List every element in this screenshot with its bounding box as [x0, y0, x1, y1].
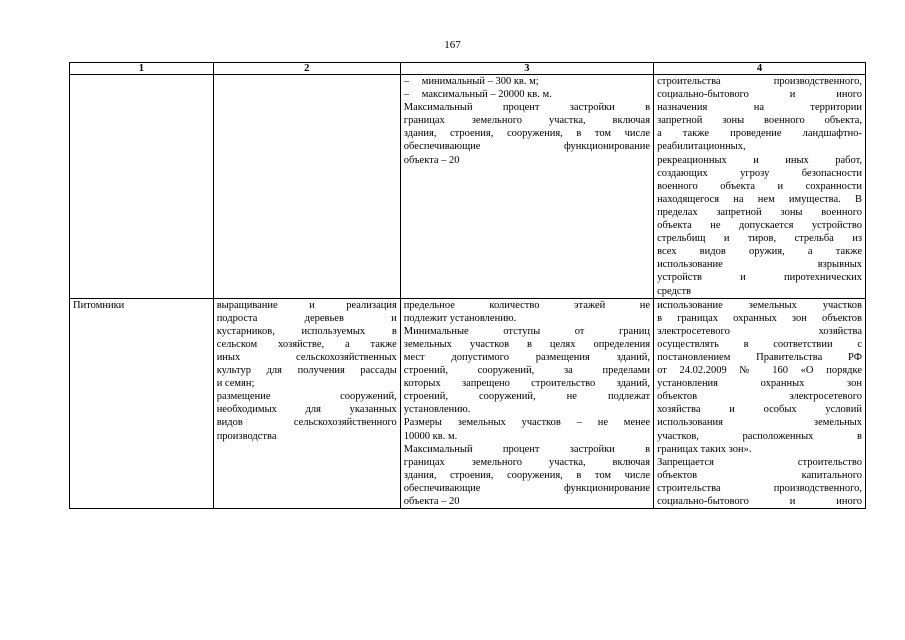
text-line: рекреационных и иных работ,	[657, 154, 862, 166]
text-block	[217, 299, 397, 443]
text-line: Максимальный процент застройки в	[403, 443, 651, 455]
text-line: объектов капитального	[657, 469, 862, 481]
text-line: создающих угрозу безопасности	[657, 167, 862, 179]
text-line: границах земельного участка, включая	[403, 456, 651, 468]
row1-col3-cell	[400, 75, 653, 299]
text-line: производства	[216, 430, 277, 442]
text-line: стрельбищ и тиров, стрельба из	[657, 233, 862, 245]
text-line: границах земельного участка, включая	[403, 115, 651, 127]
text-line: назначения на территории	[657, 102, 862, 114]
text-line: необходимых для указанных	[216, 404, 397, 416]
text-line: предельное количество этажей не	[403, 299, 651, 311]
text-line: использование земельных участков	[657, 299, 862, 311]
text-line: установлению.	[403, 404, 471, 416]
text-line: запретной зоны военного объекта,	[657, 115, 862, 127]
text-line: земельных участков в целях определения	[403, 338, 651, 350]
text-line: строительства производственного,	[657, 76, 862, 87]
text-line: объекта – 20	[403, 496, 460, 507]
text-line: мест допустимого размещения зданий,	[403, 351, 651, 363]
text-block	[404, 299, 650, 509]
table-row	[70, 298, 866, 509]
header-cell-3: 3	[400, 63, 653, 75]
text-line: культур для получения рассады	[216, 365, 397, 377]
text-block	[657, 75, 862, 298]
text-line: подлежит установлению.	[403, 312, 517, 324]
text-line: хозяйства и особых условий	[657, 404, 862, 416]
text-line: использование взрывных	[657, 259, 862, 271]
text-line: объекта не допускается устройство	[657, 220, 862, 232]
text-line: кустарников, используемых в	[216, 325, 397, 337]
text-line: а также проведение ландшафтно-	[657, 128, 862, 140]
text-line: здания, строения, сооружения, в том числе	[403, 469, 651, 481]
text-block	[657, 299, 862, 509]
text-line: строительства производственного,	[657, 482, 862, 494]
text-line: устройств и пиротехнических	[657, 272, 862, 284]
text-line: установления охранных зон	[657, 378, 862, 390]
text-line: обеспечивающие функционирование	[403, 141, 651, 153]
zoning-table	[69, 62, 866, 509]
text-line: Максимальный процент застройки в	[403, 102, 651, 114]
text-line: социально-бытового и иного	[657, 496, 862, 507]
text-line: находящегося на нем имущества. В	[657, 193, 862, 205]
text-line: строений, сооружений, не подлежат	[403, 391, 651, 403]
text-line: обеспечивающие функционирование	[403, 482, 651, 494]
text-line: средств	[657, 285, 692, 297]
row2-col4-cell	[654, 298, 866, 509]
dash-item: – максимальный – 20000 кв. м.	[403, 89, 552, 101]
text-line: 10000 кв. м.	[403, 430, 458, 442]
text-line: и семян;	[216, 378, 255, 390]
row2-col3-cell	[400, 298, 653, 509]
header-cell-4: 4	[654, 63, 866, 75]
text-line: военного объекта и сохранности	[657, 180, 862, 192]
page-number: 167	[444, 39, 461, 51]
text-line: социально-бытового и иного	[657, 89, 862, 101]
text-line: пределах запретной зоны военного	[657, 206, 862, 218]
text-line: строений, сооружений, за пределами	[403, 365, 651, 377]
text-line: в границах охранных зон объектов	[657, 312, 862, 324]
text-line: постановлением Правительства РФ	[657, 351, 862, 363]
text-line: здания, строения, сооружения, в том числе	[403, 128, 651, 140]
text-line: объектов электросетевого	[657, 391, 862, 403]
text-line: участков, расположенных в	[657, 430, 862, 442]
header-cell-1: 1	[70, 63, 214, 75]
table-row	[70, 75, 866, 299]
text-line: выращивание и реализация	[216, 299, 397, 311]
text-line: которых запрещено строительство зданий,	[403, 378, 651, 390]
text-line: подроста деревьев и	[216, 312, 397, 324]
row1-col4-cell	[654, 75, 866, 299]
text-line: использования земельных	[657, 417, 862, 429]
text-block	[404, 101, 650, 166]
text-line: иных сельскохозяйственных	[216, 351, 397, 363]
row2-col2-cell	[213, 298, 400, 509]
text-line: Запрещается строительство	[657, 456, 862, 468]
row1-col1-cell	[70, 75, 214, 299]
text-line: осуществлять в соответствии с	[657, 338, 862, 350]
row2-col1-cell: Питомники	[70, 298, 214, 509]
text-line: границах таких зон».	[657, 443, 752, 455]
text-line: видов сельскохозяйственного	[216, 417, 397, 429]
text-line: от 24.02.2009 № 160 «О порядке	[657, 365, 862, 377]
text-line: Размеры земельных участков – не менее	[403, 417, 651, 429]
dash-item: – минимальный – 300 кв. м;	[403, 76, 539, 87]
text-line: электросетевого хозяйства	[657, 325, 862, 337]
text-line: Минимальные отступы от границ	[403, 325, 651, 337]
text-line: сельском хозяйстве, а также	[216, 338, 397, 350]
text-line: всех видов оружия, а также	[657, 246, 862, 258]
text-line: размещение сооружений,	[216, 391, 397, 403]
text-line: реабилитационных,	[657, 141, 746, 153]
row1-col2-cell	[213, 75, 400, 299]
header-cell-2: 2	[213, 63, 400, 75]
table-header-row	[70, 63, 866, 75]
text-line: объекта – 20	[403, 154, 460, 166]
